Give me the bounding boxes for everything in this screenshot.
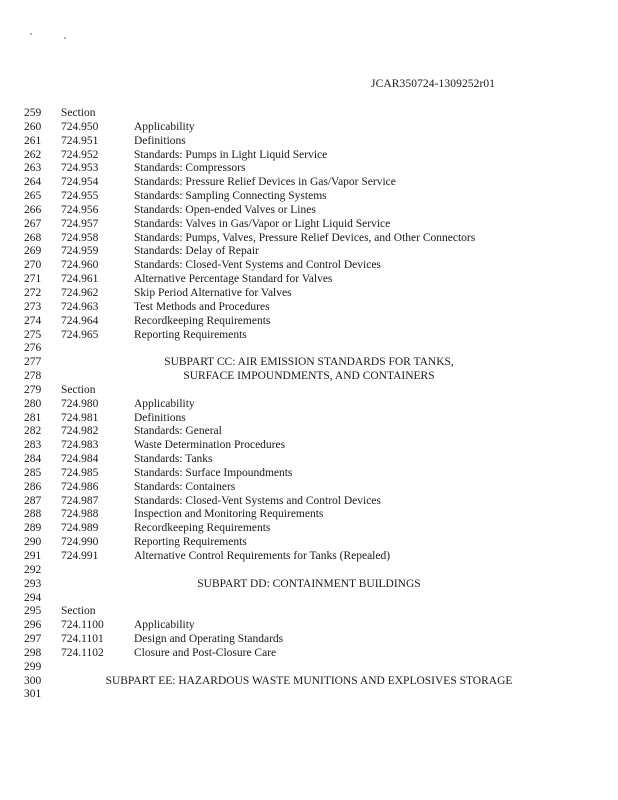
section-number: 724.990 <box>61 536 99 549</box>
section-number: 724.984 <box>61 453 99 466</box>
section-title: Standards: Open-ended Valves or Lines <box>134 203 316 216</box>
line-number: 282 <box>24 425 42 438</box>
section-number: Section <box>61 605 96 618</box>
line-number: 276 <box>24 342 42 355</box>
section-number: Section <box>61 383 96 396</box>
toc-line <box>0 218 618 232</box>
toc-lines <box>0 107 618 702</box>
line-number: 297 <box>24 633 42 646</box>
section-number: 724.952 <box>61 148 99 161</box>
section-number: 724.1102 <box>61 646 104 659</box>
section-number: 724.961 <box>61 273 99 286</box>
toc-line <box>0 190 618 204</box>
section-title: Standards: Sampling Connecting Systems <box>134 190 327 203</box>
section-number: 724.1100 <box>61 619 104 632</box>
toc-line <box>0 135 618 149</box>
section-title: Design and Operating Standards <box>134 633 284 646</box>
toc-line <box>0 439 618 453</box>
line-number: 289 <box>24 522 42 535</box>
section-number: 724.962 <box>61 286 99 299</box>
section-number: 724.980 <box>61 397 99 410</box>
toc-line <box>0 481 618 495</box>
section-title: Skip Period Alternative for Valves <box>134 286 292 299</box>
line-number: 290 <box>24 536 42 549</box>
section-title: Inspection and Monitoring Requirements <box>134 508 324 521</box>
line-number: 298 <box>24 646 42 659</box>
section-number: 724.987 <box>61 494 99 507</box>
toc-line <box>0 384 618 398</box>
section-title: Applicability <box>134 397 195 410</box>
line-number: 266 <box>24 203 42 216</box>
line-number: 277 <box>24 356 42 369</box>
section-number: 724.960 <box>61 259 99 272</box>
subpart-heading-line <box>0 356 618 370</box>
section-number: 724.963 <box>61 300 99 313</box>
section-number: 724.959 <box>61 245 99 258</box>
section-number: 724.982 <box>61 425 99 438</box>
line-number: 288 <box>24 508 42 521</box>
section-title: Standards: Surface Impoundments <box>134 466 293 479</box>
section-number: 724.956 <box>61 203 99 216</box>
line-number: 273 <box>24 300 42 313</box>
toc-line <box>0 107 618 121</box>
line-number: 274 <box>24 314 42 327</box>
subpart-heading-line <box>0 675 618 689</box>
section-title: Reporting Requirements <box>134 536 247 549</box>
line-number: 275 <box>24 328 42 341</box>
subpart-heading-line <box>0 578 618 592</box>
toc-line <box>0 550 618 564</box>
section-title: Waste Determination Procedures <box>134 439 286 452</box>
section-number: 724.983 <box>61 439 99 452</box>
line-number: 262 <box>24 148 42 161</box>
line-number: 301 <box>24 688 42 701</box>
toc-line <box>0 204 618 218</box>
section-title: Standards: Pressure Relief Devices in Gas/Vapor Service <box>134 176 396 189</box>
toc-line <box>0 259 618 273</box>
line-number: 284 <box>24 453 42 466</box>
section-number: 724.1101 <box>61 633 104 646</box>
toc-line <box>0 536 618 550</box>
section-number: 724.957 <box>61 217 99 230</box>
section-title: Closure and Post-Closure Care <box>134 646 277 659</box>
toc-line <box>0 176 618 190</box>
toc-line <box>0 495 618 509</box>
line-number: 295 <box>24 605 42 618</box>
section-number: 724.988 <box>61 508 99 521</box>
line-number: 265 <box>24 190 42 203</box>
section-title: Standards: Pumps in Light Liquid Service <box>134 148 328 161</box>
toc-line <box>0 412 618 426</box>
line-number: 264 <box>24 176 42 189</box>
section-title: Recordkeeping Requirements <box>134 314 271 327</box>
toc-line <box>0 121 618 135</box>
line-number: 270 <box>24 259 42 272</box>
section-number: 724.964 <box>61 314 99 327</box>
line-number: 269 <box>24 245 42 258</box>
section-title: Definitions <box>134 411 186 424</box>
section-title: Recordkeeping Requirements <box>134 522 271 535</box>
section-title: Test Methods and Procedures <box>134 300 270 313</box>
line-number: 293 <box>24 577 42 590</box>
section-title: Reporting Requirements <box>134 328 247 341</box>
line-number: 283 <box>24 439 42 452</box>
section-number: 724.965 <box>61 328 99 341</box>
toc-line <box>0 564 618 578</box>
section-number: 724.953 <box>61 162 99 175</box>
line-number: 296 <box>24 619 42 632</box>
toc-line <box>0 149 618 163</box>
section-title: Standards: Valves in Gas/Vapor or Light Liquid Service <box>134 217 391 230</box>
section-title: Definitions <box>134 134 186 147</box>
toc-line <box>0 467 618 481</box>
line-number: 291 <box>24 550 42 562</box>
toc-line <box>0 273 618 287</box>
toc-line <box>0 232 618 246</box>
toc-line <box>0 661 618 675</box>
line-number: 261 <box>24 134 42 147</box>
subpart-heading: SURFACE IMPOUNDMENTS, AND CONTAINERS <box>183 370 435 383</box>
section-number: 724.985 <box>61 466 99 479</box>
line-number: 294 <box>24 591 42 604</box>
line-number: 292 <box>24 563 42 576</box>
section-number: 724.991 <box>61 550 99 562</box>
toc-line <box>0 633 618 647</box>
line-number: 280 <box>24 397 42 410</box>
toc-line <box>0 342 618 356</box>
section-number: 724.958 <box>61 231 99 244</box>
section-title: Standards: Closed-Vent Systems and Control Devices <box>134 494 381 507</box>
section-title: Applicability <box>134 619 195 632</box>
toc-line <box>0 688 618 702</box>
scan-speck <box>64 37 66 39</box>
line-number: 272 <box>24 286 42 299</box>
section-title: Alternative Control Requirements for Tanks (Repealed) <box>134 550 391 562</box>
subpart-heading: SUBPART DD: CONTAINMENT BUILDINGS <box>197 577 421 590</box>
section-title: Standards: General <box>134 425 222 438</box>
section-number: 724.954 <box>61 176 99 189</box>
section-number: 724.981 <box>61 411 99 424</box>
section-title: Standards: Containers <box>134 480 236 493</box>
section-title: Alternative Percentage Standard for Valves <box>134 273 333 286</box>
toc-line <box>0 398 618 412</box>
section-title: Standards: Delay of Repair <box>134 245 259 258</box>
line-number: 263 <box>24 162 42 175</box>
line-number: 279 <box>24 383 42 396</box>
line-number: 286 <box>24 480 42 493</box>
subpart-heading: SUBPART CC: AIR EMISSION STANDARDS FOR TANKS, <box>164 356 454 369</box>
document-id: JCAR350724-1309252r01 <box>371 78 496 90</box>
line-number: 287 <box>24 494 42 507</box>
toc-line <box>0 508 618 522</box>
toc-line <box>0 647 618 661</box>
line-number: 268 <box>24 231 42 244</box>
section-title: Standards: Closed-Vent Systems and Control Devices <box>134 259 381 272</box>
line-number: 300 <box>24 674 42 687</box>
toc-line <box>0 287 618 301</box>
section-number: Section <box>61 107 96 119</box>
toc-line <box>0 605 618 619</box>
toc-line <box>0 453 618 467</box>
section-number: 724.986 <box>61 480 99 493</box>
toc-line <box>0 162 618 176</box>
scan-speck <box>30 33 32 35</box>
subpart-heading: SUBPART EE: HAZARDOUS WASTE MUNITIONS AND EXPLOSIVES STORAGE <box>105 674 513 687</box>
toc-line <box>0 329 618 343</box>
line-number: 285 <box>24 466 42 479</box>
toc-line <box>0 619 618 633</box>
toc-line <box>0 425 618 439</box>
section-number: 724.951 <box>61 134 99 147</box>
toc-line <box>0 592 618 606</box>
section-title: Applicability <box>134 120 195 133</box>
section-number: 724.950 <box>61 120 99 133</box>
section-title: Standards: Tanks <box>134 453 213 466</box>
line-number: 259 <box>24 107 42 119</box>
line-number: 299 <box>24 660 42 673</box>
toc-line <box>0 301 618 315</box>
line-number: 260 <box>24 120 42 133</box>
section-title: Standards: Compressors <box>134 162 246 175</box>
section-number: 724.989 <box>61 522 99 535</box>
toc-line <box>0 245 618 259</box>
line-number: 267 <box>24 217 42 230</box>
subpart-heading-line <box>0 370 618 384</box>
section-title: Standards: Pumps, Valves, Pressure Relief Devices, and Other Connectors <box>134 231 476 244</box>
line-number: 281 <box>24 411 42 424</box>
section-number: 724.955 <box>61 190 99 203</box>
toc-line <box>0 522 618 536</box>
line-number: 278 <box>24 370 42 383</box>
line-number: 271 <box>24 273 42 286</box>
toc-line <box>0 315 618 329</box>
